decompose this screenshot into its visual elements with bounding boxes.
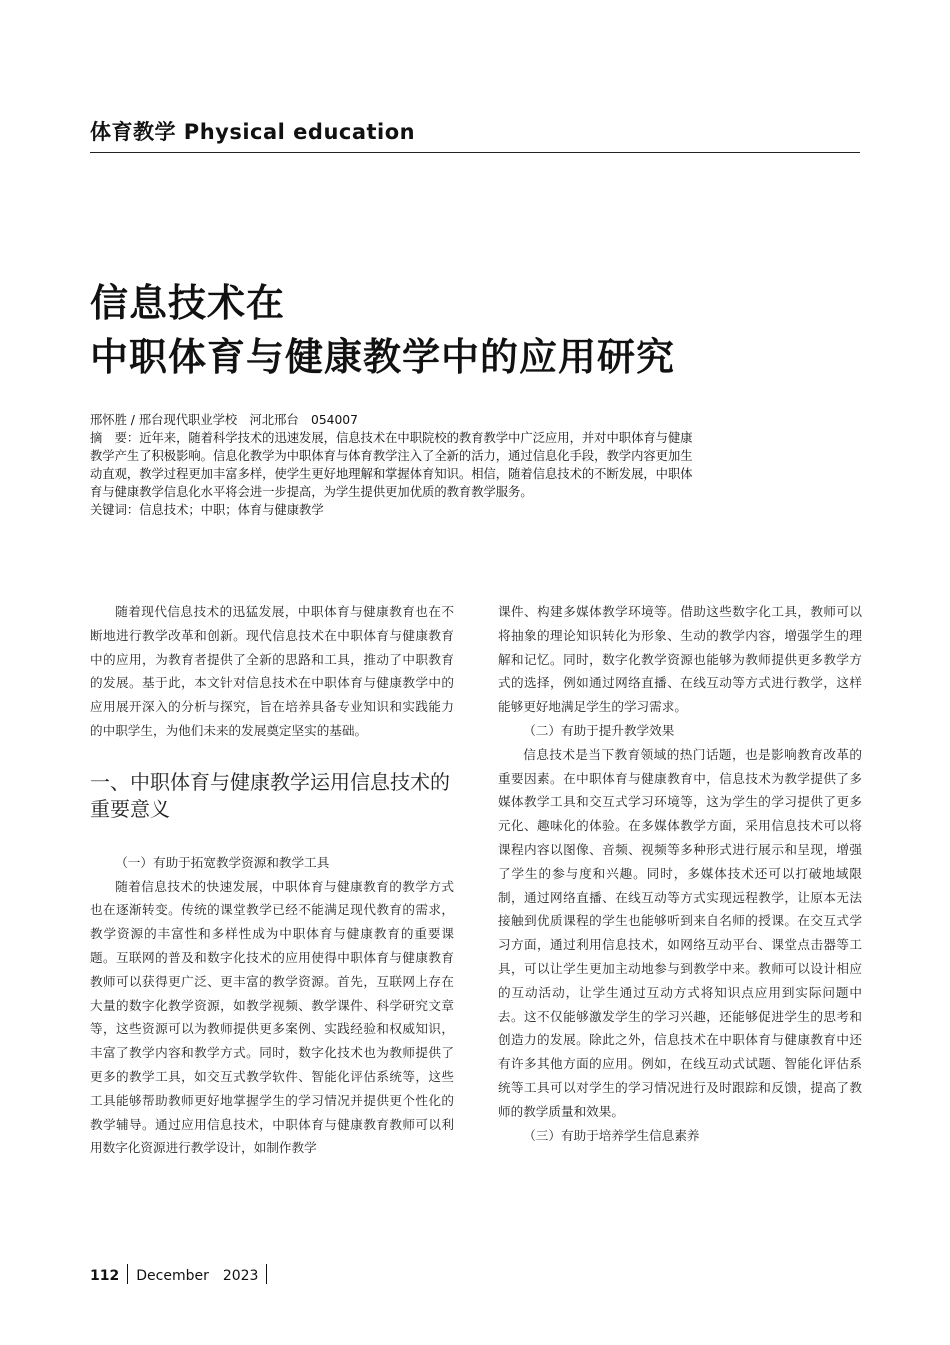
paragraph-1-continued: 课件、构建多媒体教学环境等。借助这些数字化工具，教师可以将抽象的理论知识转化为形象、生动的教学内容，增强学生的理解和记忆。同时，数字化教学资源也能够为教师提供更多教学方式的选择，例如通过网络直播、在线互动等方式进行教学，这样能够更好地满足学生的学习需求。: [498, 604, 862, 715]
footer-divider-end: [266, 1264, 267, 1284]
footer-divider: [127, 1264, 128, 1284]
title-line-1: 信息技术在: [90, 281, 286, 325]
subheading-1: （一）有助于拓宽教学资源和教学工具: [115, 854, 330, 870]
article-meta: [90, 411, 700, 519]
title-line-2: 中职体育与健康教学中的应用研究: [90, 335, 676, 379]
abstract: 摘 要：近年来，随着科学技术的迅速发展，信息技术在中职院校的教育教学中广泛应用，并对中职体育与健康教学产生了积极影响。信息化教学为中职体育与体育教学注入了全新的活力，通过信息化手段，教学内容更加生动直观，教学过程更加丰富多样，使学生更好地理解和掌握体育知识。相信，随着信息技术的不断发展，中职体育与健康教学信息化水平将会进一步提高，为学生提供更加优质的教育教学服务。: [90, 431, 693, 499]
section-label: 体育教学 Physical education: [90, 120, 416, 144]
page-number: 112: [90, 1268, 120, 1284]
page-footer: [90, 1264, 275, 1285]
paragraph-1: 随着信息技术的快速发展，中职体育与健康教育的教学方式也在逐渐转变。传统的课堂教学已经不能满足现代教育的需求，教学资源的丰富性和多样性成为中职体育与健康教育的重要课题。互联网的普及和数字化技术的应用使得中职体育与健康教育教师可以获得更广泛、更丰富的教学资源。首先，互联网上存在大量的数字化教学资源，如教学视频、教学课件、科学研究文章等，这些资源可以为教师提供更多案例、实践经验和权威知识，丰富了教学内容和教学方式。同时，数字化技术也为教师提供了更多的教学工具，如交互式教学软件、智能化评估系统等，这些工具能够帮助教师更好地掌握学生的学习情况并提供更个性化的教学辅导。通过应用信息技术，中职体育与健康教育教师可以利用数字化资源进行教学设计，如制作教学: [90, 878, 454, 1156]
paragraph-2: 信息技术是当下教育领域的热门话题，也是影响教育改革的重要因素。在中职体育与健康教育中，信息技术为教学提供了多媒体教学工具和交互式学习环境等，这为学生的学习提供了更多元化、趣味化的体验。在多媒体教学方面，采用信息技术可以将课程内容以图像、音频、视频等多种形式进行展示和呈现，增强了学生的参与度和兴趣。同时，多媒体技术还可以打破地域限制，通过网络直播、在线互动等方式实现远程教学，让原本无法接触到优质课程的学生也能够听到来自名师的授课。在交互式学习方面，通过利用信息技术，如网络互动平台、课堂点击器等工具，可以让学生更加主动地参与到教学中来。教师可以设计相应的互动活动，让学生通过互动方式将知识点应用到实际问题中去。这不仅能够激发学生的学习兴趣，还能够促进学生的思考和创造力的发展。除此之外，信息技术在中职体育与健康教育中还有许多其他方面的应用。例如，在线互动式试题、智能化评估系统等工具可以对学生的学习情况进行及时跟踪和反馈，提高了教师的教学质量和效果。: [498, 746, 862, 1119]
article-title: [90, 276, 675, 384]
subheading-2: （二）有助于提升教学效果: [523, 722, 675, 738]
subheading-3: （三）有助于培养学生信息素养: [523, 1127, 700, 1143]
author-line: 邢怀胜 / 邢台现代职业学校 河北邢台 054007: [90, 413, 358, 427]
running-header: [90, 112, 860, 153]
intro-paragraph: 随着现代信息技术的迅猛发展，中职体育与健康教育也在不断地进行教学改革和创新。现代信息技术在中职体育与健康教育中的应用，为教育者提供了全新的思路和工具，推动了中职教育的发展。基于此，本文针对信息技术在中职体育与健康教学中的应用展开深入的分析与探究，旨在培养具备专业知识和实践能力的中职学生，为他们未来的发展奠定坚实的基础。: [90, 604, 454, 738]
issue-date: December 2023: [136, 1268, 259, 1284]
section-heading-1: 一、中职体育与健康教学运用信息技术的重要意义: [90, 769, 450, 821]
keywords: 关键词：信息技术；中职；体育与健康教学: [90, 503, 324, 517]
right-column: [498, 600, 862, 1147]
left-column: [90, 600, 454, 1160]
